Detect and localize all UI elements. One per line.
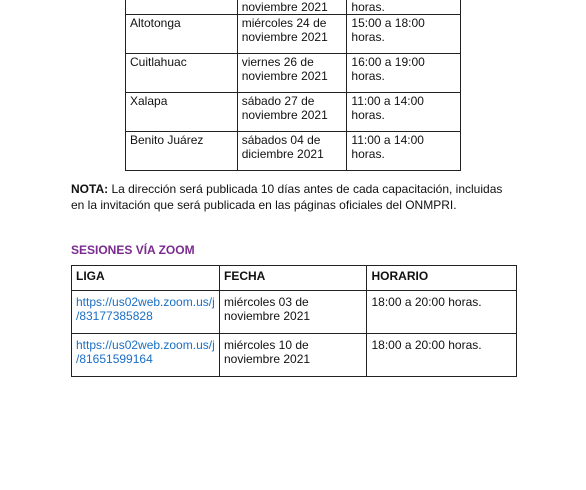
place-cell: Cuitlahuac [126,54,238,93]
table-row [126,93,461,132]
date-cell: miércoles 03 de noviembre 2021 [219,291,367,334]
place-cell [126,0,238,15]
place-cell: Benito Juárez [126,132,238,171]
zoom-link[interactable]: https://us02web.zoom.us/j /83177385828 [76,295,215,323]
time-cell: 18:00 a 20:00 horas. [367,291,517,334]
table-row [72,291,517,334]
header-horario: HORARIO [367,266,517,291]
zoom-sessions-table [71,265,517,377]
table-row [126,54,461,93]
table-header-row [72,266,517,291]
note-text: La dirección será publicada 10 días antes de cada capacitación, incluidas en la invitación que será publicada en las páginas oficiales del ONMPRI. [71,182,503,212]
table-row [126,15,461,54]
date-cell: miércoles 24 de noviembre 2021 [237,15,347,54]
zoom-section-title: SESIONES VÍA ZOOM [71,243,195,257]
table-row [126,132,461,171]
date-cell: sábados 04 de diciembre 2021 [237,132,347,171]
date-cell: miércoles 10 de noviembre 2021 [219,334,367,377]
link-cell [72,291,220,334]
time-cell: horas. [347,0,461,15]
time-cell: 18:00 a 20:00 horas. [367,334,517,377]
time-cell: 11:00 a 14:00 horas. [347,93,461,132]
training-schedule-table [125,0,461,171]
time-cell: 16:00 a 19:00 horas. [347,54,461,93]
place-cell: Xalapa [126,93,238,132]
note-paragraph [71,181,519,213]
header-liga: LIGA [72,266,220,291]
link-cell [72,334,220,377]
date-cell: sábado 27 de noviembre 2021 [237,93,347,132]
header-fecha: FECHA [219,266,367,291]
date-cell: viernes 26 de noviembre 2021 [237,54,347,93]
zoom-link[interactable]: https://us02web.zoom.us/j /81651599164 [76,338,215,366]
date-cell: noviembre 2021 [237,0,347,15]
place-cell: Altotonga [126,15,238,54]
time-cell: 11:00 a 14:00 horas. [347,132,461,171]
table-row [126,0,461,15]
time-cell: 15:00 a 18:00 horas. [347,15,461,54]
note-label: NOTA: [71,182,109,196]
table-row [72,334,517,377]
